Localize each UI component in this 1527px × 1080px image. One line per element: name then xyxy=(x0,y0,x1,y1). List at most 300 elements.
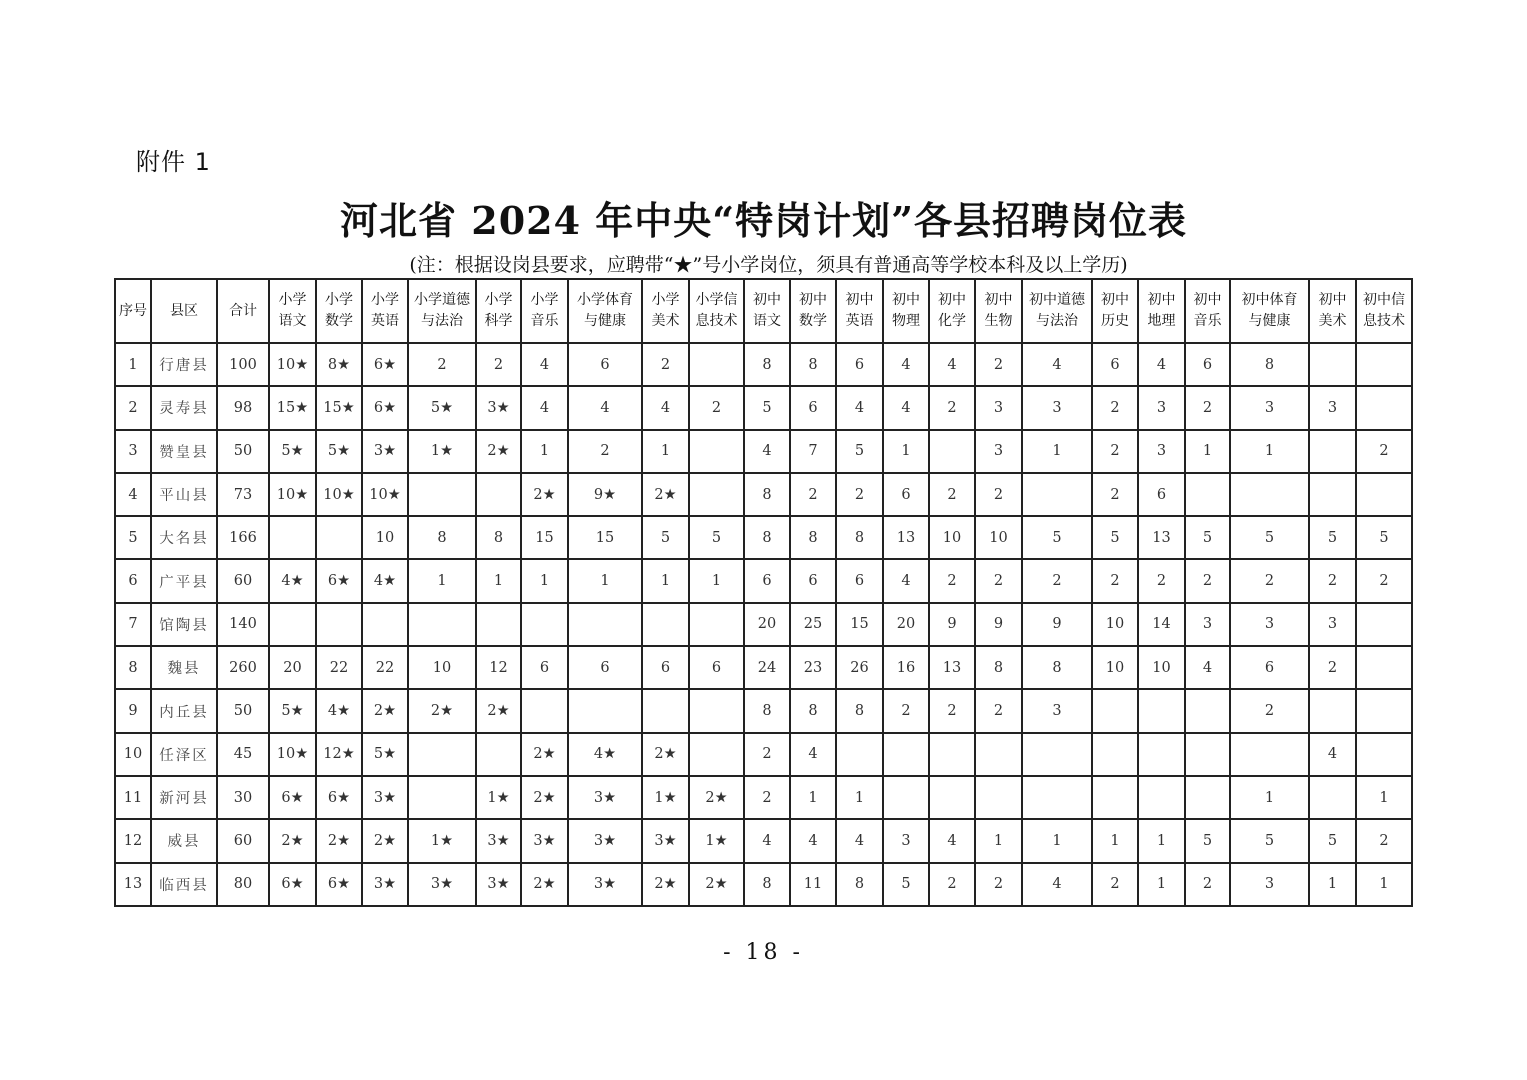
position-count: 1 xyxy=(1022,819,1092,862)
column-header-line: 音乐 xyxy=(530,313,559,329)
position-count xyxy=(1138,776,1185,819)
position-count: 6 xyxy=(790,386,836,429)
position-count: 2★ xyxy=(269,819,316,862)
row-index: 6 xyxy=(115,559,151,602)
note-text: (注：根据设岗县要求，应聘带“★”号小学岗位，须具有普通高等学校本科及以上学历) xyxy=(409,254,1128,276)
position-count: 5★ xyxy=(316,430,362,473)
column-header xyxy=(362,279,408,343)
position-count: 3★ xyxy=(362,776,408,819)
position-count: 4 xyxy=(1022,343,1092,386)
position-count: 2★ xyxy=(521,733,568,776)
column-header xyxy=(1092,279,1138,343)
position-count xyxy=(642,603,689,646)
position-count: 9★ xyxy=(568,473,642,516)
column-header xyxy=(975,279,1022,343)
position-count: 22 xyxy=(316,646,362,689)
position-count: 3 xyxy=(1309,386,1356,429)
column-header xyxy=(217,279,269,343)
position-count: 2 xyxy=(975,863,1022,906)
column-header xyxy=(568,279,642,343)
position-count: 25 xyxy=(790,603,836,646)
position-count xyxy=(476,473,521,516)
position-count: 1 xyxy=(1230,430,1309,473)
position-count: 2 xyxy=(642,343,689,386)
position-count xyxy=(521,689,568,732)
position-count: 4★ xyxy=(568,733,642,776)
column-header-line: 初中 xyxy=(1101,292,1129,308)
position-count: 4 xyxy=(521,386,568,429)
table-header xyxy=(115,279,1412,343)
position-count: 2 xyxy=(1092,473,1138,516)
table-row xyxy=(115,603,1412,646)
column-header xyxy=(521,279,568,343)
position-count: 2 xyxy=(1356,819,1412,862)
position-count xyxy=(836,733,883,776)
position-count: 2 xyxy=(975,689,1022,732)
column-header-line: 初中 xyxy=(845,292,874,308)
position-count: 10 xyxy=(975,516,1022,559)
position-count: 3 xyxy=(1185,603,1230,646)
position-count: 8 xyxy=(476,516,521,559)
column-header xyxy=(790,279,836,343)
column-header-line: 小学体育 xyxy=(577,292,633,308)
position-count: 10★ xyxy=(269,343,316,386)
position-count: 13 xyxy=(883,516,929,559)
position-count: 2 xyxy=(1022,559,1092,602)
table-row xyxy=(115,386,1412,429)
position-count: 4 xyxy=(1309,733,1356,776)
column-header-line: 小学 xyxy=(371,292,399,308)
position-count: 2★ xyxy=(689,776,744,819)
recruitment-table xyxy=(114,278,1413,907)
position-count: 5★ xyxy=(408,386,476,429)
position-count xyxy=(568,689,642,732)
position-count xyxy=(1092,776,1138,819)
position-count: 1★ xyxy=(476,776,521,819)
total-count: 73 xyxy=(217,473,269,516)
position-count xyxy=(1185,689,1230,732)
column-header xyxy=(408,279,476,343)
column-header-line: 序号 xyxy=(119,302,147,319)
position-count: 2 xyxy=(929,559,975,602)
position-count: 6 xyxy=(521,646,568,689)
position-count: 3 xyxy=(1022,386,1092,429)
position-count: 5 xyxy=(1230,516,1309,559)
position-count xyxy=(269,516,316,559)
column-header-line: 美术 xyxy=(1318,313,1347,329)
position-count: 5 xyxy=(1185,819,1230,862)
position-count: 8 xyxy=(836,516,883,559)
position-count xyxy=(1356,646,1412,689)
column-header xyxy=(689,279,744,343)
position-count: 9 xyxy=(1022,603,1092,646)
position-count: 10 xyxy=(1092,603,1138,646)
row-index: 1 xyxy=(115,343,151,386)
position-count: 4 xyxy=(568,386,642,429)
position-count: 15 xyxy=(568,516,642,559)
county-name: 行唐县 xyxy=(151,343,217,386)
column-header xyxy=(929,279,975,343)
position-count xyxy=(269,603,316,646)
column-header-line: 初中 xyxy=(892,292,920,308)
header-row xyxy=(115,279,1412,343)
position-count: 23 xyxy=(790,646,836,689)
position-count: 3★ xyxy=(362,430,408,473)
column-header-line: 英语 xyxy=(371,313,399,329)
position-count: 3 xyxy=(1230,386,1309,429)
position-count xyxy=(642,689,689,732)
position-count xyxy=(1230,473,1309,516)
column-header-line: 小学 xyxy=(484,292,513,308)
column-header-line: 小学 xyxy=(325,292,353,308)
position-count xyxy=(1022,473,1092,516)
position-count: 2 xyxy=(1185,386,1230,429)
position-count: 5 xyxy=(1022,516,1092,559)
position-count: 6 xyxy=(790,559,836,602)
position-count xyxy=(316,516,362,559)
column-header xyxy=(1230,279,1309,343)
position-count: 6★ xyxy=(269,863,316,906)
table-row xyxy=(115,819,1412,862)
position-count xyxy=(1138,733,1185,776)
total-count: 166 xyxy=(217,516,269,559)
position-count: 2★ xyxy=(521,473,568,516)
position-count: 6 xyxy=(689,646,744,689)
position-count: 2 xyxy=(836,473,883,516)
position-count xyxy=(476,603,521,646)
position-count: 1 xyxy=(642,430,689,473)
position-count xyxy=(1309,430,1356,473)
position-count: 2 xyxy=(790,473,836,516)
position-count: 4 xyxy=(836,819,883,862)
position-count: 8 xyxy=(744,516,790,559)
position-count: 1★ xyxy=(408,819,476,862)
position-count: 3 xyxy=(975,386,1022,429)
position-count: 2 xyxy=(929,863,975,906)
position-count: 1★ xyxy=(408,430,476,473)
position-count xyxy=(568,603,642,646)
position-count: 3 xyxy=(1022,689,1092,732)
position-count: 8 xyxy=(408,516,476,559)
column-header xyxy=(744,279,790,343)
position-count: 5★ xyxy=(269,689,316,732)
position-count xyxy=(408,603,476,646)
position-count: 2★ xyxy=(689,863,744,906)
position-count: 4 xyxy=(744,430,790,473)
position-count: 20 xyxy=(883,603,929,646)
column-header-line: 小学 xyxy=(530,292,559,308)
position-count: 4 xyxy=(790,733,836,776)
position-count xyxy=(1092,689,1138,732)
position-count: 3★ xyxy=(568,776,642,819)
position-count xyxy=(1022,733,1092,776)
row-index: 13 xyxy=(115,863,151,906)
column-header-line: 英语 xyxy=(845,313,874,329)
position-count xyxy=(1022,776,1092,819)
page-title: 河北省 2024 年中央“特岗计划”各县招聘岗位表 xyxy=(340,198,1187,243)
position-count: 2 xyxy=(1092,386,1138,429)
county-name: 魏县 xyxy=(151,646,217,689)
position-count xyxy=(1356,343,1412,386)
column-header-line: 数学 xyxy=(325,313,353,329)
position-count: 22 xyxy=(362,646,408,689)
column-header-line: 息技术 xyxy=(695,313,738,329)
column-header-line: 音乐 xyxy=(1193,313,1222,329)
position-count: 5 xyxy=(1092,516,1138,559)
position-count: 2★ xyxy=(476,430,521,473)
column-header-line: 生物 xyxy=(984,313,1013,329)
position-count: 10 xyxy=(1138,646,1185,689)
position-count: 1 xyxy=(521,430,568,473)
position-count: 2 xyxy=(744,733,790,776)
position-count: 3 xyxy=(1309,603,1356,646)
position-count: 1 xyxy=(790,776,836,819)
position-count xyxy=(1356,603,1412,646)
position-count: 10★ xyxy=(316,473,362,516)
column-header-line: 地理 xyxy=(1147,313,1176,329)
position-count: 8★ xyxy=(316,343,362,386)
position-count xyxy=(408,733,476,776)
position-count: 8 xyxy=(744,343,790,386)
column-header xyxy=(115,279,151,343)
position-count: 2 xyxy=(1356,430,1412,473)
position-count xyxy=(1309,343,1356,386)
position-count: 5 xyxy=(883,863,929,906)
position-count: 4 xyxy=(642,386,689,429)
total-count: 45 xyxy=(217,733,269,776)
position-count: 6 xyxy=(1138,473,1185,516)
county-name: 灵寿县 xyxy=(151,386,217,429)
position-count: 2 xyxy=(1309,646,1356,689)
position-count: 1 xyxy=(1356,776,1412,819)
position-count: 5★ xyxy=(362,733,408,776)
position-count: 1 xyxy=(1309,863,1356,906)
table-row xyxy=(115,473,1412,516)
position-count: 12★ xyxy=(316,733,362,776)
position-count: 1 xyxy=(689,559,744,602)
column-header xyxy=(476,279,521,343)
position-count: 4 xyxy=(883,386,929,429)
position-count: 6 xyxy=(1092,343,1138,386)
position-count xyxy=(689,473,744,516)
position-count: 1 xyxy=(1092,819,1138,862)
position-count: 6★ xyxy=(362,386,408,429)
row-index: 4 xyxy=(115,473,151,516)
column-header-line: 小学道德 xyxy=(414,292,470,308)
position-count: 6 xyxy=(883,473,929,516)
position-count: 6 xyxy=(1230,646,1309,689)
total-count: 140 xyxy=(217,603,269,646)
position-count: 4 xyxy=(790,819,836,862)
position-count: 2 xyxy=(929,689,975,732)
position-count xyxy=(1185,473,1230,516)
position-count: 2 xyxy=(883,689,929,732)
position-count xyxy=(689,733,744,776)
position-count: 10★ xyxy=(269,733,316,776)
position-count: 6 xyxy=(568,343,642,386)
position-count xyxy=(1230,733,1309,776)
position-count: 1 xyxy=(1356,863,1412,906)
position-count: 2 xyxy=(744,776,790,819)
position-count: 2★ xyxy=(362,689,408,732)
table-row xyxy=(115,863,1412,906)
position-count xyxy=(1309,473,1356,516)
column-header xyxy=(1022,279,1092,343)
column-header-line: 初中体育 xyxy=(1241,292,1298,308)
position-count: 2 xyxy=(1309,559,1356,602)
position-count: 15★ xyxy=(269,386,316,429)
county-name: 新河县 xyxy=(151,776,217,819)
position-count: 8 xyxy=(836,863,883,906)
position-count: 5 xyxy=(689,516,744,559)
position-count xyxy=(689,343,744,386)
position-count: 4 xyxy=(929,343,975,386)
table-row xyxy=(115,646,1412,689)
position-count xyxy=(1309,776,1356,819)
position-count: 2 xyxy=(1185,559,1230,602)
position-count: 3 xyxy=(1138,386,1185,429)
position-count: 2★ xyxy=(476,689,521,732)
position-count: 3 xyxy=(1230,863,1309,906)
position-count xyxy=(689,603,744,646)
position-count: 7 xyxy=(790,430,836,473)
position-count: 4★ xyxy=(269,559,316,602)
column-header-line: 与法治 xyxy=(1036,313,1078,329)
position-count: 2 xyxy=(929,473,975,516)
position-count: 2 xyxy=(975,559,1022,602)
position-count: 16 xyxy=(883,646,929,689)
position-count: 1★ xyxy=(642,776,689,819)
position-count: 3★ xyxy=(476,386,521,429)
attachment-label: 附件 1 xyxy=(136,148,211,176)
position-count: 2 xyxy=(975,473,1022,516)
position-count: 2 xyxy=(408,343,476,386)
position-count: 2 xyxy=(1138,559,1185,602)
position-count: 8 xyxy=(790,343,836,386)
column-header-line: 初中 xyxy=(1147,292,1176,308)
position-count: 1 xyxy=(642,559,689,602)
column-header-line: 小学信 xyxy=(695,292,738,308)
row-index: 12 xyxy=(115,819,151,862)
column-header-line: 初中 xyxy=(984,292,1013,308)
position-count: 8 xyxy=(1230,343,1309,386)
position-count: 5 xyxy=(1356,516,1412,559)
position-count: 8 xyxy=(790,516,836,559)
position-count: 1 xyxy=(476,559,521,602)
county-name: 大名县 xyxy=(151,516,217,559)
position-count: 8 xyxy=(744,689,790,732)
column-header-line: 初中 xyxy=(1193,292,1222,308)
column-header xyxy=(836,279,883,343)
position-count: 8 xyxy=(744,473,790,516)
row-index: 3 xyxy=(115,430,151,473)
position-count: 10 xyxy=(1092,646,1138,689)
position-count: 2★ xyxy=(408,689,476,732)
position-count: 2★ xyxy=(642,863,689,906)
position-count: 13 xyxy=(929,646,975,689)
position-count: 11 xyxy=(790,863,836,906)
position-count: 6★ xyxy=(362,343,408,386)
position-count: 5 xyxy=(642,516,689,559)
position-count: 4★ xyxy=(316,689,362,732)
position-count: 9 xyxy=(929,603,975,646)
county-name: 赞皇县 xyxy=(151,430,217,473)
position-count: 12 xyxy=(476,646,521,689)
position-count: 8 xyxy=(836,689,883,732)
position-count: 4 xyxy=(929,819,975,862)
table-body xyxy=(115,343,1412,906)
position-count: 3★ xyxy=(476,863,521,906)
position-count: 1 xyxy=(408,559,476,602)
position-count xyxy=(408,473,476,516)
row-index: 8 xyxy=(115,646,151,689)
position-count: 2 xyxy=(476,343,521,386)
position-count: 6★ xyxy=(269,776,316,819)
position-count: 2★ xyxy=(642,733,689,776)
position-count xyxy=(929,776,975,819)
position-count: 6★ xyxy=(316,863,362,906)
position-count: 2★ xyxy=(642,473,689,516)
total-count: 50 xyxy=(217,689,269,732)
position-count xyxy=(1092,733,1138,776)
row-index: 10 xyxy=(115,733,151,776)
position-count: 3★ xyxy=(362,863,408,906)
table-row xyxy=(115,776,1412,819)
column-header-line: 小学 xyxy=(278,292,307,308)
position-count: 1 xyxy=(975,819,1022,862)
row-index: 11 xyxy=(115,776,151,819)
position-count: 8 xyxy=(975,646,1022,689)
position-count: 3 xyxy=(1230,603,1309,646)
position-count: 5 xyxy=(744,386,790,429)
position-count: 2 xyxy=(929,386,975,429)
position-count: 2 xyxy=(1092,863,1138,906)
position-count: 2 xyxy=(568,430,642,473)
position-count: 4 xyxy=(883,343,929,386)
column-header-line: 初中信 xyxy=(1363,292,1405,308)
column-header-line: 初中 xyxy=(753,292,781,308)
position-count: 6★ xyxy=(316,559,362,602)
total-count: 60 xyxy=(217,559,269,602)
column-header-line: 美术 xyxy=(651,313,680,329)
column-header-line: 语文 xyxy=(753,313,781,329)
position-count: 9 xyxy=(975,603,1022,646)
position-count: 8 xyxy=(1022,646,1092,689)
position-count xyxy=(1356,733,1412,776)
row-index: 9 xyxy=(115,689,151,732)
column-header xyxy=(1138,279,1185,343)
county-name: 任泽区 xyxy=(151,733,217,776)
table-row xyxy=(115,516,1412,559)
position-count: 4 xyxy=(1185,646,1230,689)
position-count: 2 xyxy=(1092,430,1138,473)
position-count: 4 xyxy=(521,343,568,386)
position-count: 1 xyxy=(1230,776,1309,819)
column-header xyxy=(1356,279,1412,343)
column-header-line: 合计 xyxy=(229,302,257,319)
position-count: 2 xyxy=(975,343,1022,386)
position-count xyxy=(408,776,476,819)
position-count: 6 xyxy=(568,646,642,689)
column-header xyxy=(151,279,217,343)
row-index: 7 xyxy=(115,603,151,646)
position-count: 5 xyxy=(1309,819,1356,862)
position-count xyxy=(929,733,975,776)
position-count: 3 xyxy=(975,430,1022,473)
position-count: 3★ xyxy=(642,819,689,862)
position-count: 2★ xyxy=(316,819,362,862)
position-count: 5 xyxy=(1309,516,1356,559)
